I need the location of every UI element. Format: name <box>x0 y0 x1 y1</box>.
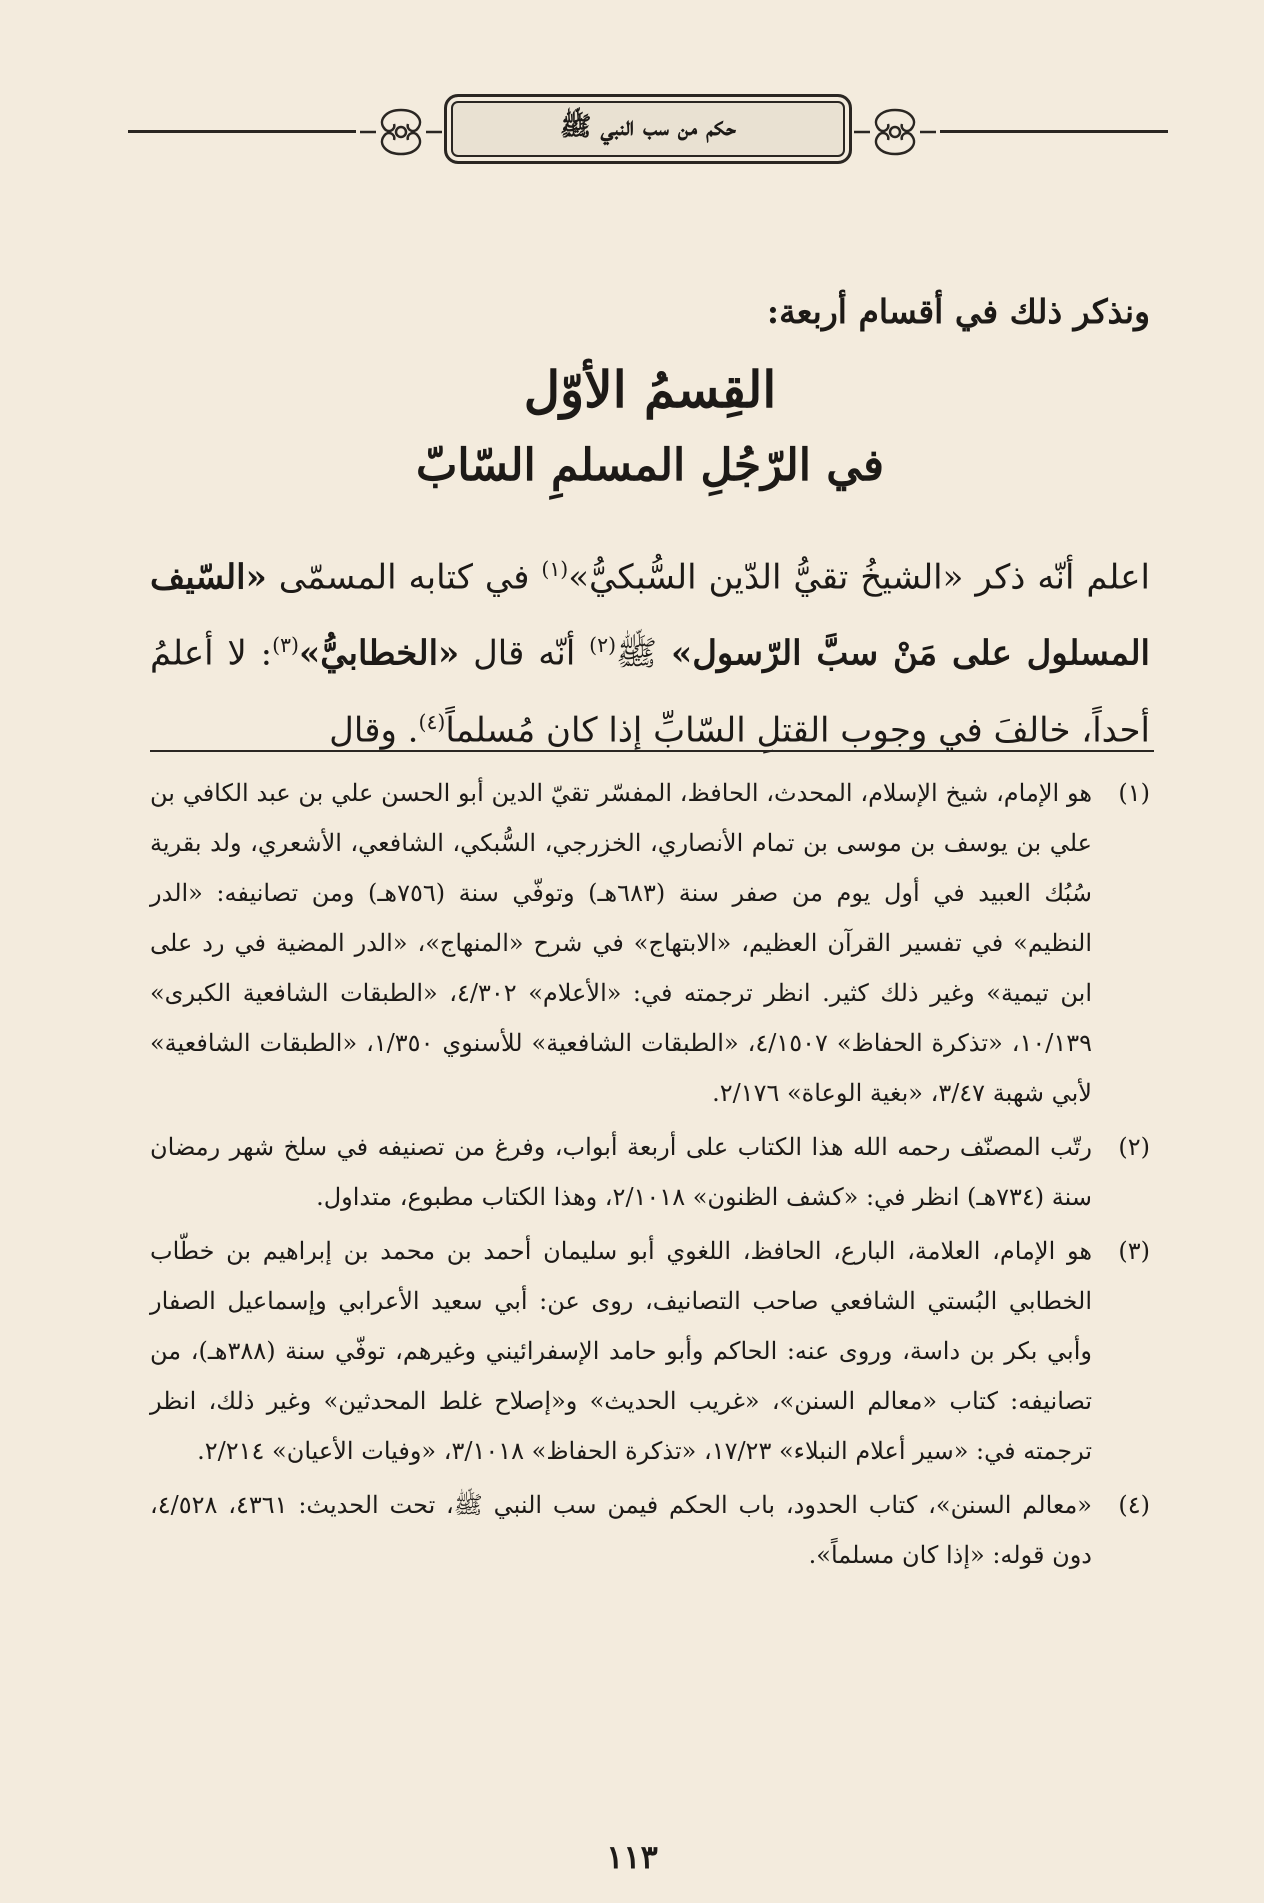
body-text-2: في كتابه المسمّى <box>266 557 542 598</box>
body-text-3: أنّه قال <box>459 633 590 674</box>
header-rule-left <box>128 130 356 133</box>
footnote-ref-4: (٤) <box>418 709 446 734</box>
header-title: حكم من سب النبي ﷺ <box>560 112 736 142</box>
footnote-number: (١) <box>1118 779 1150 807</box>
footnote <box>150 1122 1150 1222</box>
footnote-ref-1: (١) <box>541 557 569 581</box>
ornament-left-icon <box>356 104 446 160</box>
footnote-number: (٢) <box>1118 1133 1150 1161</box>
footnote-number: (٣) <box>1118 1237 1150 1265</box>
body-paragraph <box>150 535 1150 764</box>
footnote-text: هو الإمام، العلامة، البارع، الحافظ، اللغوي أبو سليمان أحمد بن محمد بن إبراهيم بن خطّاب الخطابي البُستي الشافعي صاحب التصانيف، روى عن: أبي سعيد الأعرابي وإسماعيل الصفار وأبي بكر بن داسة، وروى عنه: الحاكم وأبو حامد الإسفرائيني وغيرهم، توفّي سنة (٣٨٨هـ)، من تصانيفه: كتاب «معالم السنن»، «غريب الحديث» و«إصلاح غلط المحدثين» وغير ذلك، انظر ترجمته في: «سير أعلام النبلاء» ١٧/٢٣، «تذكرة الحفاظ» ٣/١٠١٨، «وفيات الأعيان» ٢/٢١٤. <box>150 1237 1093 1465</box>
footnote-separator <box>150 750 1154 752</box>
honorific: ﷺ <box>616 633 671 674</box>
running-header <box>128 88 1168 178</box>
body-text-4: : لا أعلمُ أحداً، خالفَ في وجوب القتلِ السّابِّ إذا كان مُسلماً <box>150 633 1150 750</box>
footnote-ref-3: (٣) <box>272 633 299 658</box>
body-text-1: اعلم أنّه ذكر «الشيخُ تقيُّ الدّين السُّبكيُّ» <box>568 557 1150 598</box>
footnote <box>150 1226 1150 1476</box>
body-text-5: . وقال <box>329 709 419 750</box>
book-title: «السّيف المسلول على مَنْ سبَّ الرّسول» <box>150 557 1151 674</box>
footnote-text: رتّب المصنّف رحمه الله هذا الكتاب على أربعة أبواب، وفرغ من تصنيفه في سلخ شهر رمضان سنة (٧٣٤هـ) انظر في: «كشف الظنون» ٢/١٠١٨، وهذا الكتاب مطبوع، متداول. <box>150 1133 1092 1211</box>
ornament-right-icon <box>850 104 940 160</box>
footnote <box>150 1480 1150 1580</box>
section-title: القِسمُ الأوّل <box>523 360 777 419</box>
footnote-ref-2: (٢) <box>589 633 617 658</box>
footnote-text: هو الإمام، شيخ الإسلام، المحدث، الحافظ، المفسّر تقيّ الدين أبو الحسن علي بن عبد الكافي بن علي بن يوسف بن موسى بن تمام الأنصاري، الخزرجي، السُّبكي، الشافعي، الأشعري، ولد بقرية سُبُك العبيد في أول يوم من صفر سنة (٦٨٣هـ) وتوفّي سنة (٧٥٦هـ) ومن تصانيفه: «الدر النظيم» في تفسير القرآن العظيم، «الابتهاج» في شرح «المنهاج»، «الدر المضية في رد على ابن تيمية» وغير ذلك كثير. انظر ترجمته في: «الأعلام» ٤/٣٠٢، «الطبقات الشافعية الكبرى» ١٠/١٣٩، «تذكرة الحفاظ» ٤/١٥٠٧، «الطبقات الشافعية» للأسنوي ١/٣٥٠، «الطبقات الشافعية» لأبي شهبة ٣/٤٧، «بغية الوعاة» ٢/١٧٦. <box>150 779 1093 1107</box>
footnote-number: (٤) <box>1118 1491 1150 1519</box>
scholar-name: «الخطابيُّ» <box>298 633 460 674</box>
footnote-text: «معالم السنن»، كتاب الحدود، باب الحكم فيمن سب النبي ﷺ، تحت الحديث: ٤٣٦١، ٤/٥٢٨، دون قوله: «إذا كان مسلماً». <box>150 1491 1092 1569</box>
page-number: ١١٣ <box>606 1838 658 1876</box>
header-rule-right <box>940 130 1168 133</box>
footnote <box>150 768 1150 1118</box>
header-title-box <box>444 94 852 164</box>
intro-line: ونذكر ذلك في أقسام أربعة: <box>766 292 1150 331</box>
footnotes <box>150 768 1150 1584</box>
section-subtitle: في الرّجُلِ المسلمِ السّابّ <box>416 440 884 491</box>
